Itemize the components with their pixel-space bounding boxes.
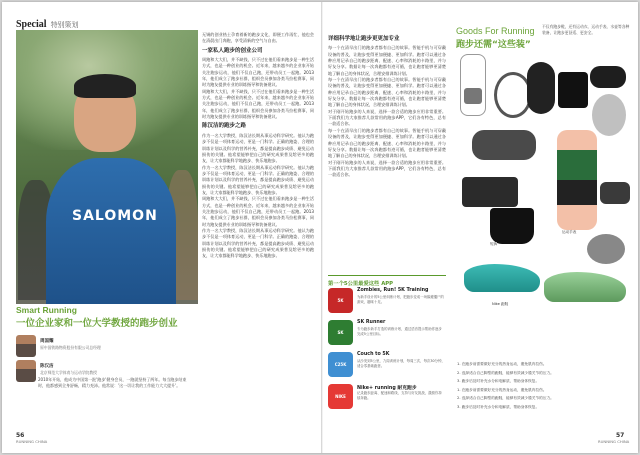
magazine-spread [2,2,638,453]
avatar-zhou [16,335,36,357]
fitness-tracker-image [592,94,626,136]
hero-photo [16,30,198,304]
left-bottom-text: 2010年开始，他成为中国第一批'跑步'健身会员，一跑就坚持了两年。每当跑步结束时，他都感到全身舒畅，精力充沛。他常说：'这一切让我的工作能力大大提升'。 [38,377,187,389]
running-shoe-teal-image [464,264,540,292]
runner-figure-image [557,130,597,230]
subheading: 陈汉洁的跑步之路 [202,123,247,130]
person-name: 周国耀 [40,339,54,344]
armband-image [600,182,630,204]
caption-subtitle: 一位企业家和一位大学教授的跑步创业 [16,318,178,329]
page-gutter [321,2,323,453]
app-item: C25K Couch to 5K 从沙发到5公里，九周训练计划，每周三次，每次30分钟，适合零基础跑者。 [328,352,446,378]
sk-runner-icon: SK [328,320,353,345]
goods-intro: 不仅有跑步鞋，还有运动衣、运动手表、水壶等各种装备，让跑步更舒适、更安全。 [542,24,630,35]
article-column-mid: 无锡的创业热土孕育着新的跑步文化，即便工作再忙，他也会在清晨出门奔跑，享受清新的空气与自由。 一家私人跑步的创业公司 周跑和大大们，并不缺钱，只不过在他们看来跑步是一种生活方式，也是一种创业的机会。近年来，越来越多的企业家开始关注跑步运动，他们不仅自己跑，还带动员工一起跑。2013年，他们成立了跑步社群，组织会员参加各类马拉松赛事，同时为跑友提供专业的训练指导和装备建议。 周跑和大大们，并不缺钱，只不过在他们看来跑步是一种生活方式，也是一种创业的机会。近年来，越来越多的企业家开始关注跑步运动，他们不仅自己跑，还带动员工一起跑。2013年，他们成立了跑步社群，组织会员参加各类马拉松赛事，同时为跑友提供专业的训练指导和装备建议。 陈汉洁的跑步之路 作为一名大学教授，陈汉洁长期从事运动科学研究。他认为跑步不仅是一项体育运动，更是一门科学。正确的跑姿、合理的训练计划以及科学的营养补充，都是提高跑步成绩、避免运动损伤的关键。他希望能够把自己的研究成果普及给更多的跑友，让大家都能科学地跑步、快乐地跑步。 作为一名大学教授，陈汉洁长期从事运动科学研究。他认为跑步不仅是一项体育运动，更是一门科学。正确的跑姿、合理的训练计划以及科学的营养补充，都是提高跑步成绩、避免运动损伤的关键。他希望能够把自己的研究成果普及给更多的跑友，让大家都能科学地跑步、快乐地跑步。 周跑和大大们，并不缺钱，只不过在他们看来跑步是一种生活方式，也是一种创业的机会。近年来，越来越多的企业家开始关注跑步运动，他们不仅自己跑，还带动员工一起跑。2013年，他们成立了跑步社群，组织会员参加各类马拉松赛事，同时为跑友提供专业的训练指导和装备建议。 作为一名大学教授，陈汉洁长期从事运动科学研究。他认为跑步不仅是一项体育运动，更是一门科学。正确的跑姿、合理的训练计划以及科学的营养补充，都是提高跑步成绩、避免运动损伤的关键。他希望能够把自己的研究成果普及给更多的跑友，让大家都能科学地跑步、快乐地跑步。 [202,32,314,259]
magazine-name-right: RUNNING CHINA [598,439,630,444]
nike-running-icon: NIKE [328,384,353,409]
person-desc: 原中国铁路物资股份有限公司总经理 [40,345,101,350]
subheading: 详细科学地让跑步更更加专业 [328,36,400,42]
goods-title-cn: 跑步还需“这些装” [456,40,531,50]
running-belt-image [527,62,555,114]
waist-pack-image [472,130,536,160]
bottle-label [464,88,482,104]
right-notes: 1. 在跑步前需要做好充分的热身运动，避免肌肉拉伤。 2. 选择适合自己脚型的跑鞋，能够有效减少膝关节的压力。 3. 跑步后及时补充水分和电解质，帮助身体恢复。 1. 在跑步前需要做好充分的热身运动，避免肌肉拉伤。 2. 选择适合自己脚型的跑鞋，能够有效减少膝关节的压力。 3. 跑步后及时补充水分和电解质，帮助身体恢复。 [457,362,554,409]
zombies-run-icon: 5K [328,288,353,313]
apps-title: 第一个5公里最爱这些 APP [328,275,446,287]
hero-logo: SALOMON [72,208,158,224]
couch-to-5k-icon: C25K [328,352,353,377]
magazine-name-left: RUNNING CHINA [16,439,48,444]
product-label: 运动手表 [562,230,577,234]
shorts-image [490,208,534,244]
app-item: 5K Zombies, Run! 5K Training 为新手设计的5公里训练计划，把跑步变成一场躲避僵尸的游戏，趣味十足。 [328,288,446,314]
goods-title-en: Goods For Running [456,26,535,36]
sports-watch-image [558,72,588,108]
avatar-chen [16,360,36,382]
caption-title: Smart Running [16,305,77,315]
person-desc: 北京师范大学体育与运动学院教授 [40,370,97,375]
heart-rate-band-image [590,66,626,88]
app-item: NIKE Nike+ running 耐克跑步 记录跑步距离、配速和路线，支持与好友挑战，激励你持续奔跑。 [328,384,446,410]
page-number-right: 57 [616,432,625,439]
cap-image [462,177,518,207]
water-bottle-image [460,54,486,116]
page-number-left: 56 [16,432,25,439]
subheading: 一家私人跑步的创业公司 [202,47,263,54]
article-column-right: 详细科学地让跑步更更加专业 每一个在清早出门的跑步者都有自己的故事。智能手机与可穿戴设备的普及，让跑步变得更加便捷、更加科学。跑者可以通过各种应用记录自己的跑步距离、配速、心率和消耗的卡路里，并与好友分享。数据让每一次奔跑都有迹可循，也让跑者能够更清楚地了解自己的身体状况，合理安排训练计划。 每一个在清早出门的跑步者都有自己的故事。智能手机与可穿戴设备的普及，让跑步变得更加便捷、更加科学。跑者可以通过各种应用记录自己的跑步距离、配速、心率和消耗的卡路里，并与好友分享。数据让每一次奔跑都有迹可循，也让跑者能够更清楚地了解自己的身体状况，合理安排训练计划。 对于刚开始跑步的人来说，选择一款合适的跑步应用非常重要。下面我们为大家推荐几款常用的跑步APP，它们各有特色，总有一款适合你。 每一个在清早出门的跑步者都有自己的故事。智能手机与可穿戴设备的普及，让跑步变得更加便捷、更加科学。跑者可以通过各种应用记录自己的跑步距离、配速、心率和消耗的卡路里，并与好友分享。数据让每一次奔跑都有迹可循，也让跑者能够更清楚地了解自己的身体状况，合理安排训练计划。 对于刚开始跑步的人来说，选择一款合适的跑步应用非常重要。下面我们为大家推荐几款常用的跑步APP，它们各有特色，总有一款适合你。 [328,36,446,178]
product-label: 短裤 [490,242,498,246]
person-name: 陈汉洁 [40,364,54,369]
product-label: Nike 跑鞋 [492,302,509,306]
app-item: SK SK Runner 专为跑步新手打造的训练计划，通过语音提示帮助你逐步完成5公里目标。 [328,320,446,346]
section-header: Special 特别策划 [16,19,79,30]
running-shoe-green-image [544,272,626,302]
earbuds-image [587,234,625,264]
